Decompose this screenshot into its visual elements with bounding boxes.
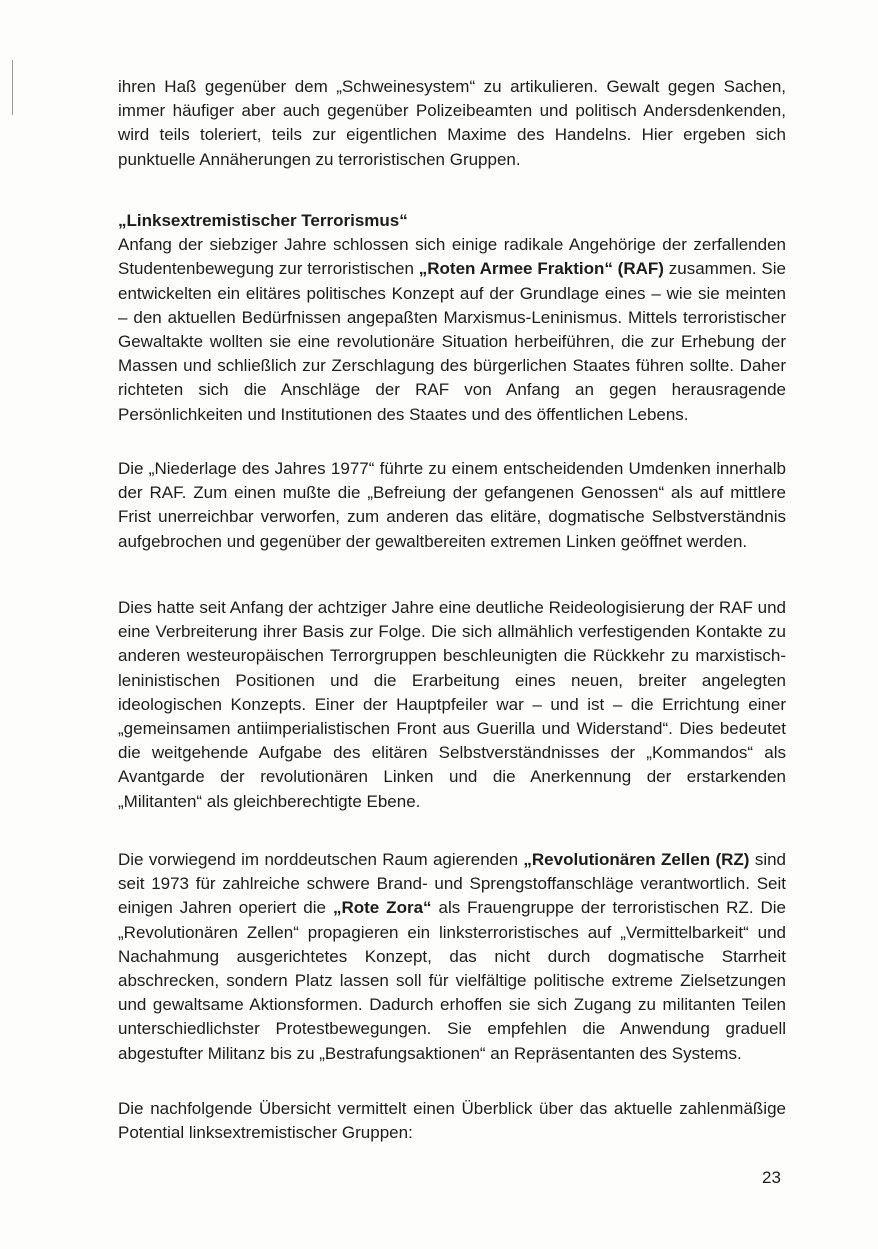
page-number: 23	[762, 1168, 781, 1187]
bold-term-raf: „Roten Armee Fraktion“ (RAF)	[418, 259, 664, 279]
bold-term-rz: „Revolutionären Zellen (RZ)	[523, 850, 750, 869]
paragraph-text: Die nachfolgende Übersicht vermittelt einen Überblick über das aktuelle zahlenmäßige Potential linksextremistischer Gruppen:	[118, 1099, 786, 1143]
paragraph-text: Dies hatte seit Anfang der achtziger Jahre eine deutliche Reideologisierung der RAF und eine Verbreiterung ihrer Basis zur Folge. Die sich allmählich verfestigenden Kontakte zu anderen westeuropäischen Terrorgruppen beschleunigten die Rückkehr zu marxistisch-leninistischen Positionen und die Erarbeitung eines neuen, breiter angelegten ideologischen Konzepts. Einer der Hauptpfeiler war – und ist – die Errichtung einer „gemeinsamen antiimperialistischen Front aus Guerilla und Widerstand“. Dies bedeutet die weitgehende Aufgabe des elitären Selbstverständnisses der „Kommandos“ als Avantgarde der revolutionären Linken und die Anerkennung der erstarkenden „Militanten“ als gleichberechtigte Ebene.	[118, 598, 786, 811]
text-run: Anfang der siebziger Jahre schlossen sich einige radikale Angehörige der zerfallenden Studentenbewegung zur terroristischen	[118, 235, 786, 279]
paragraph-text: Die „Niederlage des Jahres 1977“ führte zu einem entscheidenden Umdenken innerhalb der RAF. Zum einen mußte die „Befreiung der gefangenen Genossen“ als auf mittlere Frist unerreichbar verworfen, zum anderen das elitäre, dogmatische Selbstverständnis aufgebrochen und gegenüber der gewaltbereiten extremen Linken geöffnet werden.	[118, 459, 786, 551]
paragraph-1	[118, 75, 786, 172]
text-run: Die vorwiegend im norddeutschen Raum agierenden	[118, 850, 524, 869]
section-heading: „Linksextremistischer Terrorismus“	[118, 211, 408, 230]
paragraph-6	[118, 1097, 786, 1145]
paragraph-3	[118, 457, 786, 554]
paragraph-text	[118, 233, 786, 427]
text-run: sind seit 1973 für zahlreiche schwere Brand- und Sprengstoffanschläge verantwortlich. Seit einigen Jahren operiert die	[118, 850, 787, 918]
paragraph-5	[118, 848, 786, 1066]
bold-term-rote-zora: „Rote Zora“	[332, 898, 432, 918]
paragraph-text: ihren Haß gegenüber dem „Schweinesystem“ zu artikulieren. Gewalt gegen Sachen, immer häufiger aber auch gegenüber Polizeibeamten und politisch Andersdenkenden, wird teils toleriert, teils zur eigentlichen Maxime des Handelns. Hier ergeben sich punktuelle Annäherungen zu terroristischen Gruppen.	[118, 77, 786, 169]
paragraph-4	[118, 596, 786, 814]
paragraph-2	[118, 209, 786, 427]
margin-mark	[12, 60, 13, 115]
text-run: als Frauengruppe der terroristischen RZ. Die „Revolutionären Zellen“ propagieren ein linksterroristisches auf „Vermittelbarkeit“ und Nachahmung ausgerichtetes Konzept, das nicht durch dogmatische Starrheit abschrecken, sondern Platz lassen soll für vielfältige politische extreme Zielsetzungen und gewaltsame Aktionsformen. Dadurch erhoffen sie sich Zugang zu militanten Teilen unterschiedlichster Protestbewegungen. Sie empfehlen die Anwendung graduell abgestufter Militanz bis zu „Bestrafungsaktionen“ an Repräsentanten des Systems.	[118, 898, 786, 1063]
paragraph-text	[118, 848, 786, 1066]
text-run: zusammen. Sie entwickelten ein elitäres politisches Konzept auf der Grundlage eines – wie sie meinten – den aktuellen Bedürfnissen angepaßten Marxismus-Leninismus. Mittels terroristischer Gewaltakte wollten sie eine revolutionäre Situation herbeiführen, die zur Erhebung der Massen und schließlich zur Zerschlagung des bürgerlichen Staates führen sollte. Daher richteten sich die Anschläge der RAF von Anfang an gegen herausragende Persönlichkeiten und Institutionen des Staates und des öffentlichen Lebens.	[118, 259, 786, 424]
